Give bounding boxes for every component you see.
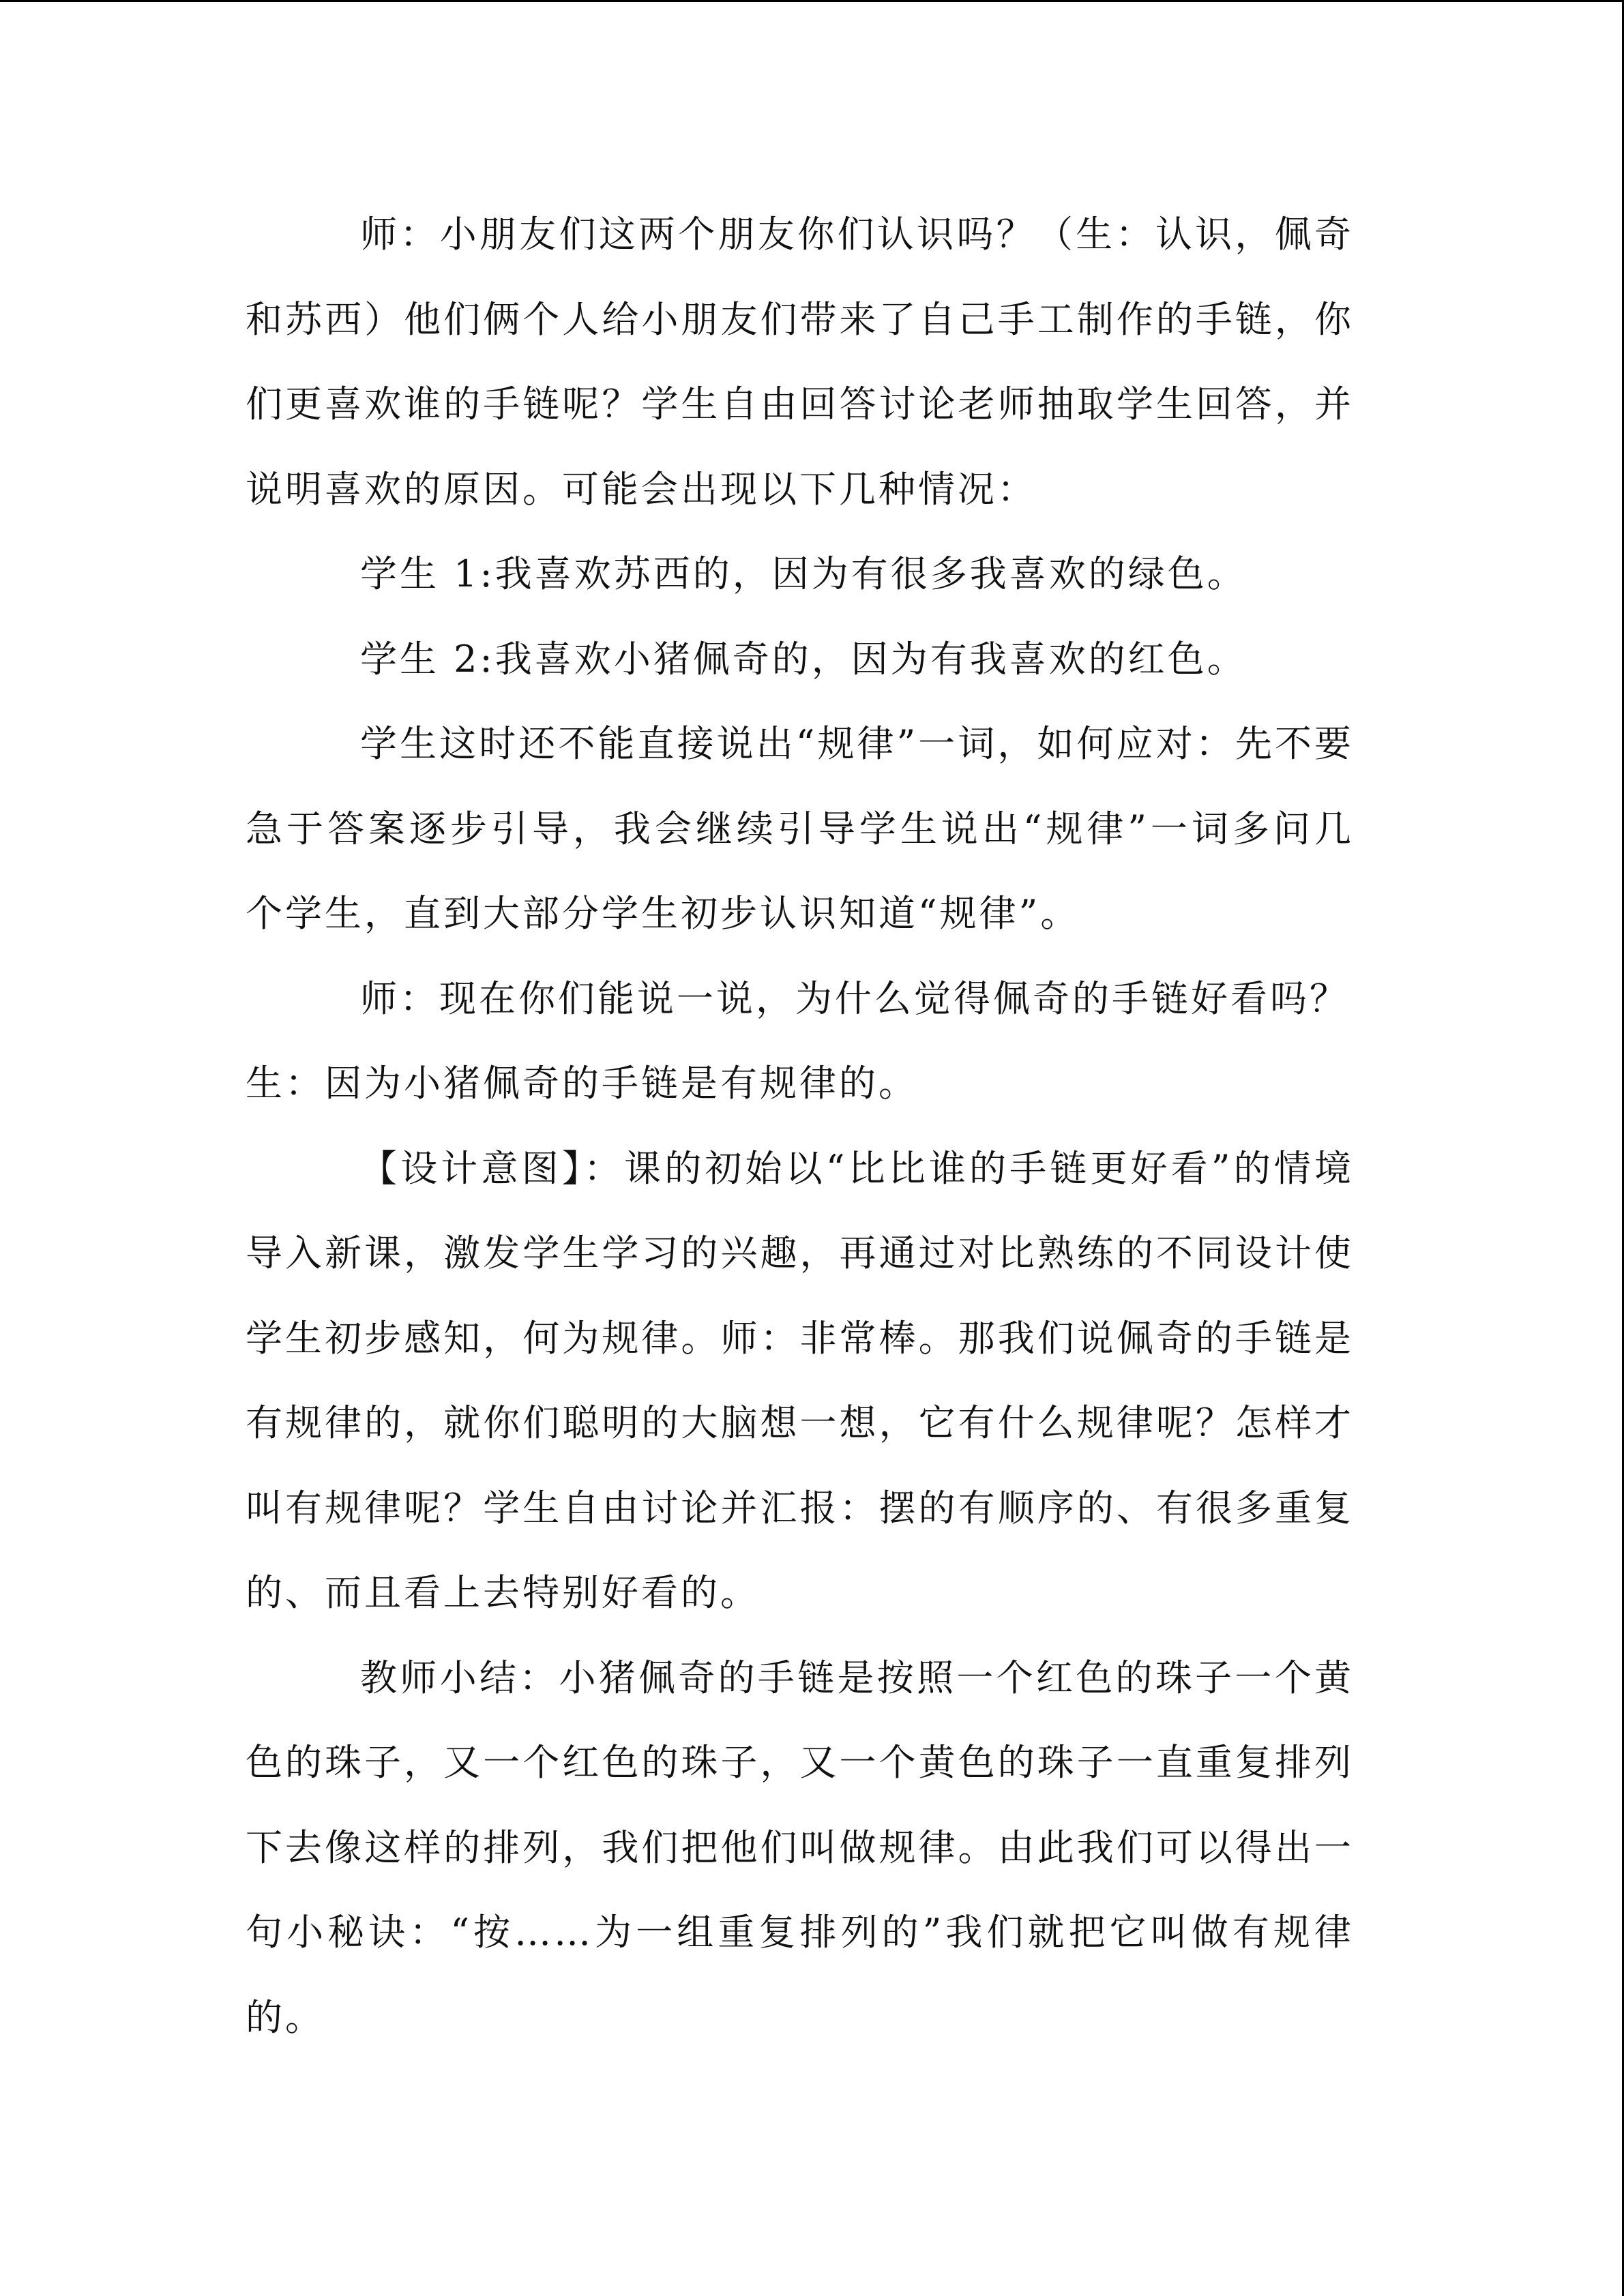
paragraph-teacher-intro: 师：小朋友们这两个朋友你们认识吗？（生：认识，佩奇和苏西）他们俩个人给小朋友们带来了自己手工制作的手链，你们更喜欢谁的手链呢？学生自由回答讨论老师抽取学生回答，并说明喜欢的原因。可能会出现以下几种情况： bbox=[246, 213, 1354, 511]
paragraph-teacher-question: 师：现在你们能说一说，为什么觉得佩奇的手链好看吗？ bbox=[360, 976, 1349, 1020]
page-top-border bbox=[0, 0, 1624, 2]
document-body bbox=[246, 192, 1354, 2060]
paragraph-student-2: 学生 2:我喜欢小猪佩奇的，因为有我喜欢的红色。 bbox=[360, 637, 1247, 681]
paragraph-teacher-summary: 教师小结：小猪佩奇的手链是按照一个红色的珠子一个黄色的珠子，又一个红色的珠子，又一个黄色的珠子一直重复排列下去像这样的排列，我们把他们叫做规律。由此我们可以得出一句小秘诀：“按……为一组重复排列的”我们就把它叫做有规律的。 bbox=[246, 1656, 1354, 2039]
paragraph-guidance: 学生这时还不能直接说出“规律”一词，如何应对：先不要急于答案逐步引导，我会继续引导学生说出“规律”一词多问几个学生，直到大部分学生初步认识知道“规律”。 bbox=[246, 722, 1354, 935]
paragraph-design-intent: 【设计意图】：课的初始以“比比谁的手链更好看”的情境导入新课，激发学生学习的兴趣，再通过对比熟练的不同设计使学生初步感知，何为规律。师：非常棒。那我们说佩奇的手链是有规律的，就你们聪明的大脑想一想，它有什么规律呢？怎样才叫有规律呢？学生自由讨论并汇报：摆的有顺序的、有很多重复的、而且看上去特别好看的。 bbox=[246, 1146, 1354, 1614]
paragraph-student-answer: 生：因为小猪佩奇的手链是有规律的。 bbox=[246, 1062, 918, 1105]
paragraph-student-1: 学生 1:我喜欢苏西的，因为有很多我喜欢的绿色。 bbox=[360, 552, 1247, 595]
